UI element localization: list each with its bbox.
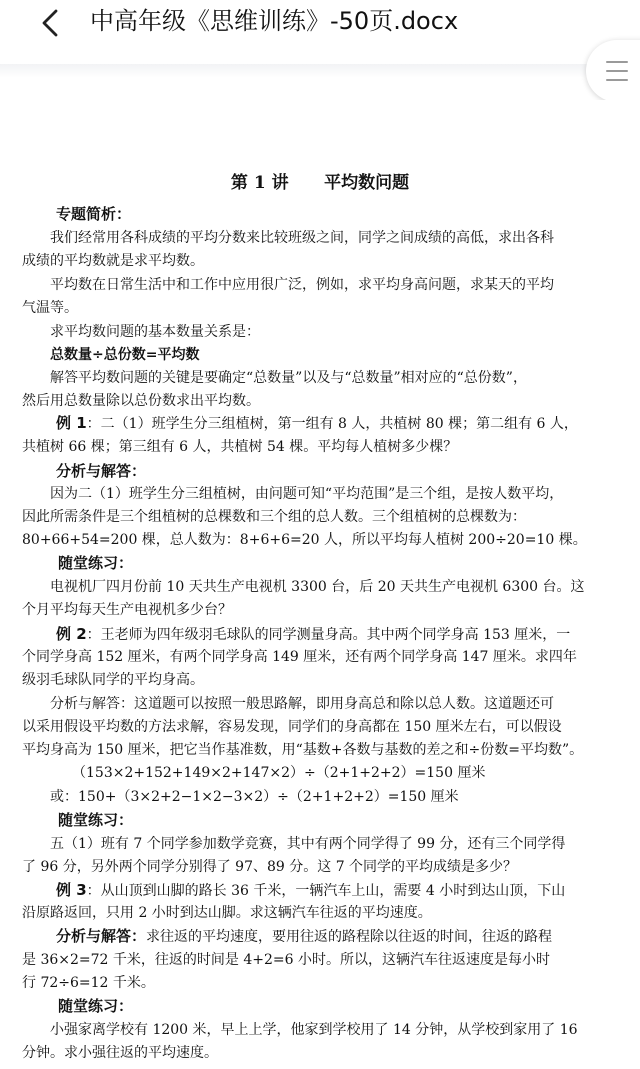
paragraph-line: 级羽毛球队同学的平均身高。 xyxy=(22,672,204,688)
paragraph-line: 个月平均每天生产电视机多少台？ xyxy=(22,602,232,618)
toolbar-divider xyxy=(0,64,640,78)
paragraph-line: 是 36×2=72 千米，往返的时间是 4+2=6 小时。所以，这辆汽车往返速度是每小时 xyxy=(22,952,550,968)
practice-label: 随堂练习： xyxy=(58,554,134,572)
paragraph-line: 解答平均数问题的关键是要确定“总数量”以及与“总数量”相对应的“总份数”， xyxy=(50,370,527,386)
paragraph-line: 求平均数问题的基本数量关系是： xyxy=(50,324,260,340)
practice-label: 随堂练习： xyxy=(58,811,134,829)
paragraph-line: 个同学身高 152 厘米，有两个同学身高 149 厘米，还有两个同学身高 147 厘米。求四年 xyxy=(22,649,577,665)
paragraph-line: 共植树 66 棵；第三组有 6 人，共植树 54 棵。平均每人植树多少棵？ xyxy=(22,439,458,455)
paragraph-line: 沿原路返回，只用 2 小时到达山脚。求这辆汽车往返的平均速度。 xyxy=(22,905,432,921)
document-page[interactable] xyxy=(0,100,640,1069)
paragraph-line: 因为二（1）班学生分三组植树，由问题可知“平均范围”是三个组，是按人数平均， xyxy=(50,486,564,502)
paragraph-line: 我们经常用各科成绩的平均分数来比较班级之间，同学之间成绩的高低，求出各科 xyxy=(50,230,554,246)
paragraph-line: 了 96 分，另外两个同学分别得了 97、89 分。这 7 个同学的平均成绩是多少？ xyxy=(22,859,518,875)
paragraph-line: 成绩的平均数就是求平均数。 xyxy=(22,253,204,269)
example-3-line: 例 3：从山顶到山脚的路长 36 千米，一辆汽车上山，需要 4 小时到达山顶，下山 xyxy=(56,881,566,899)
example-1-line: 例 1：二（1）班学生分三组植树，第一组有 8 人，共植树 80 棵；第二组有 6 人， xyxy=(56,414,578,432)
analysis-label: 分析与解答： xyxy=(56,462,147,480)
example-2-line: 例 2：王老师为四年级羽毛球队的同学测量身高。其中两个同学身高 153 厘米，一 xyxy=(56,625,571,643)
practice-label: 随堂练习： xyxy=(58,997,134,1015)
back-button[interactable] xyxy=(36,8,66,38)
intro-label: 专题简析： xyxy=(56,205,132,223)
example-1-label: 例 1 xyxy=(56,414,87,432)
paragraph-line: 平均数在日常生活中和工作中应用很广泛，例如，求平均身高问题，求某天的平均 xyxy=(50,277,554,293)
equation: （153×2+152+149×2+147×2）÷（2+1+2+2）=150 厘米 xyxy=(72,765,486,781)
analysis-line: 分析与解答：求往返的平均速度，要用往返的路程除以往返的时间，往返的路程 xyxy=(56,927,553,945)
example-3-label: 例 3 xyxy=(56,881,87,899)
key-formula: 总数量÷总份数=平均数 xyxy=(50,347,200,363)
example-2-label: 例 2 xyxy=(56,625,87,643)
menu-button[interactable] xyxy=(586,40,640,102)
paragraph-line: 平均身高为 150 厘米，把它当作基准数，用“基数+各数与基数的差之和÷份数=平均数”。 xyxy=(22,742,584,758)
paragraph-line: 五（1）班有 7 个同学参加数学竞赛，其中有两个同学得了 99 分，还有三个同学得 xyxy=(50,836,566,852)
paragraph-line: 80+66+54=200 棵，总人数为：8+6+6=20 人，所以平均每人植树 200÷20=10 棵。 xyxy=(22,532,587,548)
document-title: 中高年级《思维训练》-50页.docx xyxy=(90,7,459,35)
paragraph-line: 以采用假设平均数的方法求解，容易发现，同学们的身高都在 150 厘米左右，可以假设 xyxy=(22,719,562,735)
paragraph-line: 然后用总数量除以总份数求出平均数。 xyxy=(22,393,260,409)
equation: 或：150+（3×2+2−1×2−3×2）÷（2+1+2+2）=150 厘米 xyxy=(50,789,459,805)
paragraph-line: 因此所需条件是三个组植树的总棵数和三个组的总人数。三个组植树的总棵数为： xyxy=(22,509,526,525)
paragraph-line: 分析与解答：这道题可以按照一般思路解，即用身高总和除以总人数。这道题还可 xyxy=(50,696,554,712)
paragraph-line: 气温等。 xyxy=(22,300,78,316)
app-bar xyxy=(0,0,640,44)
paragraph-line: 电视机厂四月份前 10 天共生产电视机 3300 台，后 20 天共生产电视机 6300 台。这 xyxy=(50,579,585,595)
paragraph-line: 小强家离学校有 1200 米，早上上学，他家到学校用了 14 分钟，从学校到家用了 16 xyxy=(50,1022,578,1038)
paragraph-line: 分钟。求小强往返的平均速度。 xyxy=(22,1045,218,1061)
chevron-left-icon xyxy=(36,8,66,38)
lesson-heading: 第 1 讲 平均数问题 xyxy=(230,173,410,193)
paragraph-line: 行 72÷6=12 千米。 xyxy=(22,975,155,991)
